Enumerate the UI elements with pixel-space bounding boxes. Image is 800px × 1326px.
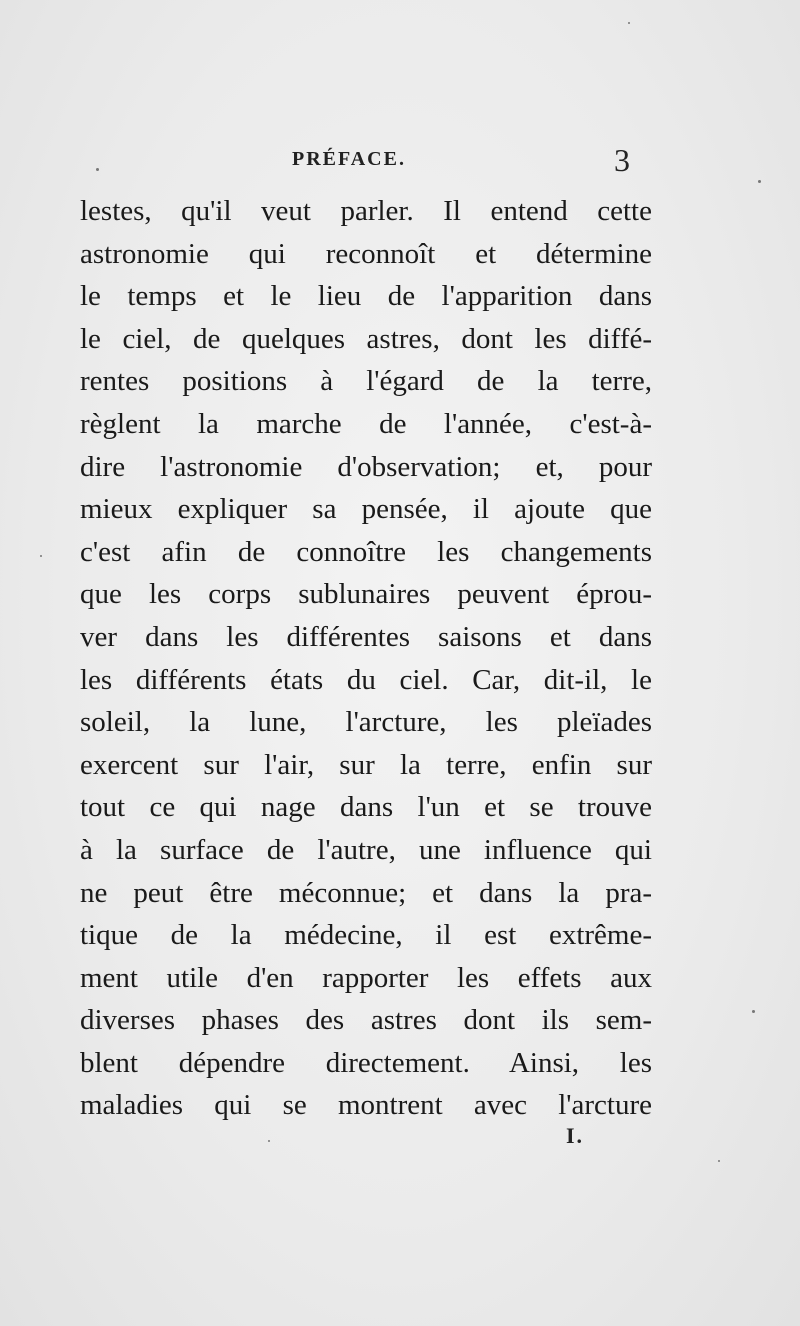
- text-line: ne peut être méconnue; et dans la pra-: [80, 876, 652, 909]
- page-number: 3: [614, 142, 630, 178]
- paper-speck: [268, 1140, 270, 1142]
- text-line: maladies qui se montrent avec l'arcture: [80, 1089, 652, 1122]
- text-line: à la surface de l'autre, une influence qui: [80, 833, 652, 866]
- text-line: c'est afin de connoître les changements: [80, 535, 652, 568]
- signature-mark: I.: [566, 1123, 585, 1148]
- text-line: le temps et le lieu de l'apparition dans: [80, 280, 652, 313]
- paper-speck: [758, 180, 761, 183]
- text-line: exercent sur l'air, sur la terre, enfin sur: [80, 748, 652, 781]
- text-line: tout ce qui nage dans l'un et se trouve: [80, 791, 652, 824]
- text-line: les différents états du ciel. Car, dit-il, le: [80, 663, 652, 696]
- text-line: mieux expliquer sa pensée, il ajoute que: [80, 493, 652, 526]
- text-line: ver dans les différentes saisons et dans: [80, 620, 652, 653]
- text-line: rentes positions à l'égard de la terre,: [80, 365, 652, 398]
- paper-speck: [718, 1160, 720, 1162]
- text-line: ment utile d'en rapporter les effets aux: [80, 961, 652, 994]
- text-line: tique de la médecine, il est extrême-: [80, 919, 652, 952]
- text-line: règlent la marche de l'année, c'est-à-: [80, 407, 652, 440]
- text-line: diverses phases des astres dont ils sem-: [80, 1004, 652, 1037]
- paper-speck: [40, 555, 42, 557]
- page-header: [0, 142, 800, 182]
- text-line: le ciel, de quelques astres, dont les diffé-: [80, 322, 652, 355]
- paper-speck: [628, 22, 630, 24]
- body-text: [80, 190, 652, 1127]
- paper-speck: [96, 168, 99, 171]
- text-line: astronomie qui reconnoît et détermine: [80, 237, 652, 270]
- text-line: dire l'astronomie d'observation; et, pour: [80, 450, 652, 483]
- text-line: soleil, la lune, l'arcture, les pleïades: [80, 706, 652, 739]
- paper-speck: [752, 1010, 755, 1013]
- text-line: que les corps sublunaires peuvent éprou-: [80, 578, 652, 611]
- text-line: lestes, qu'il veut parler. Il entend cette: [80, 195, 652, 227]
- text-line: blent dépendre directement. Ainsi, les: [80, 1046, 652, 1079]
- running-head: PRÉFACE.: [292, 148, 406, 170]
